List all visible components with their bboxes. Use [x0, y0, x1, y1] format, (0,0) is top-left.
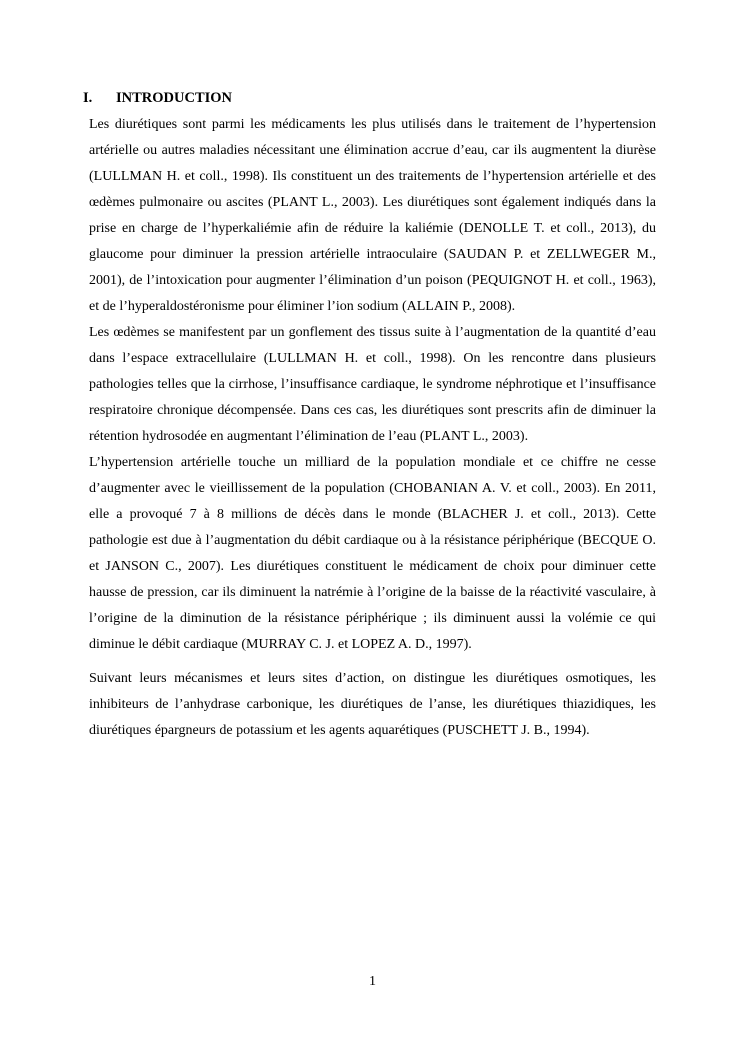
paragraph-diuretics-overview: Les diurétiques sont parmi les médicaments les plus utilisés dans le traitement de l’hypertension artérielle ou autres maladies nécessitant une élimination accrue d’eau, car ils augmentent la diurèse (LULLMAN H. et coll., 1998). Ils constituent un des traitements de l’hypertension artérielle et des œdèmes pulmonaire ou ascites (PLANT L., 2003). Les diurétiques sont également indiqués dans la prise en charge de l’hyperkaliémie afin de réduire la kaliémie (DENOLLE T. et coll., 2013), du glaucome pour diminuer la pression artérielle intraoculaire (SAUDAN P. et ZELLWEGER M., 2001), de l’intoxication pour augmenter l’élimination d’un poison (PEQUIGNOT H. et coll., 1963), et de l’hyperaldostéronisme pour éliminer l’ion sodium (ALLAIN P., 2008). — [89, 117, 656, 314]
page-number: 1 — [369, 974, 376, 989]
body-text — [89, 112, 656, 744]
section-number: I. — [83, 90, 93, 106]
section-title: INTRODUCTION — [116, 90, 233, 106]
paragraph-edema: Les œdèmes se manifestent par un gonflement des tissus suite à l’augmentation de la quantité d’eau dans l’espace extracellulaire (LULLMAN H. et coll., 1998). On les rencontre dans plusieurs pathologies telles que la cirrhose, l’insuffisance cardiaque, le syndrome néphrotique et l’insuffisance respiratoire chronique décompensée. Dans ces cas, les diurétiques sont prescrits afin de diminuer la rétention hydrosodée en augmentant l’élimination de l’eau (PLANT L., 2003). — [89, 325, 656, 444]
section-heading — [83, 88, 232, 108]
paragraph-hypertension: L’hypertension artérielle touche un milliard de la population mondiale et ce chiffre ne cesse d’augmenter avec le vieillissement de la population (CHOBANIAN A. V. et coll., 2003). En 2011, elle a provoqué 7 à 8 millions de décès dans le monde (BLACHER J. et coll., 2013). Cette pathologie est due à l’augmentation du débit cardiaque ou à la résistance périphérique (BECQUE O. et JANSON C., 2007). Les diurétiques constituent le médicament de choix pour diminuer cette hausse de pression, car ils diminuent la natrémie à l’origine de la baisse de la réactivité vasculaire, à l’origine de la diminution de la résistance périphérique ; ils diminuent aussi la volémie ce qui diminue le débit cardiaque (MURRAY C. J. et LOPEZ A. D., 1997). — [89, 455, 656, 652]
paragraph-classification: Suivant leurs mécanismes et leurs sites d’action, on distingue les diurétiques osmotiques, les inhibiteurs de l’anhydrase carbonique, les diurétiques de l’anse, les diurétiques thiazidiques, les diurétiques épargneurs de potassium et les agents aquarétiques (PUSCHETT J. B., 1994). — [89, 671, 656, 738]
